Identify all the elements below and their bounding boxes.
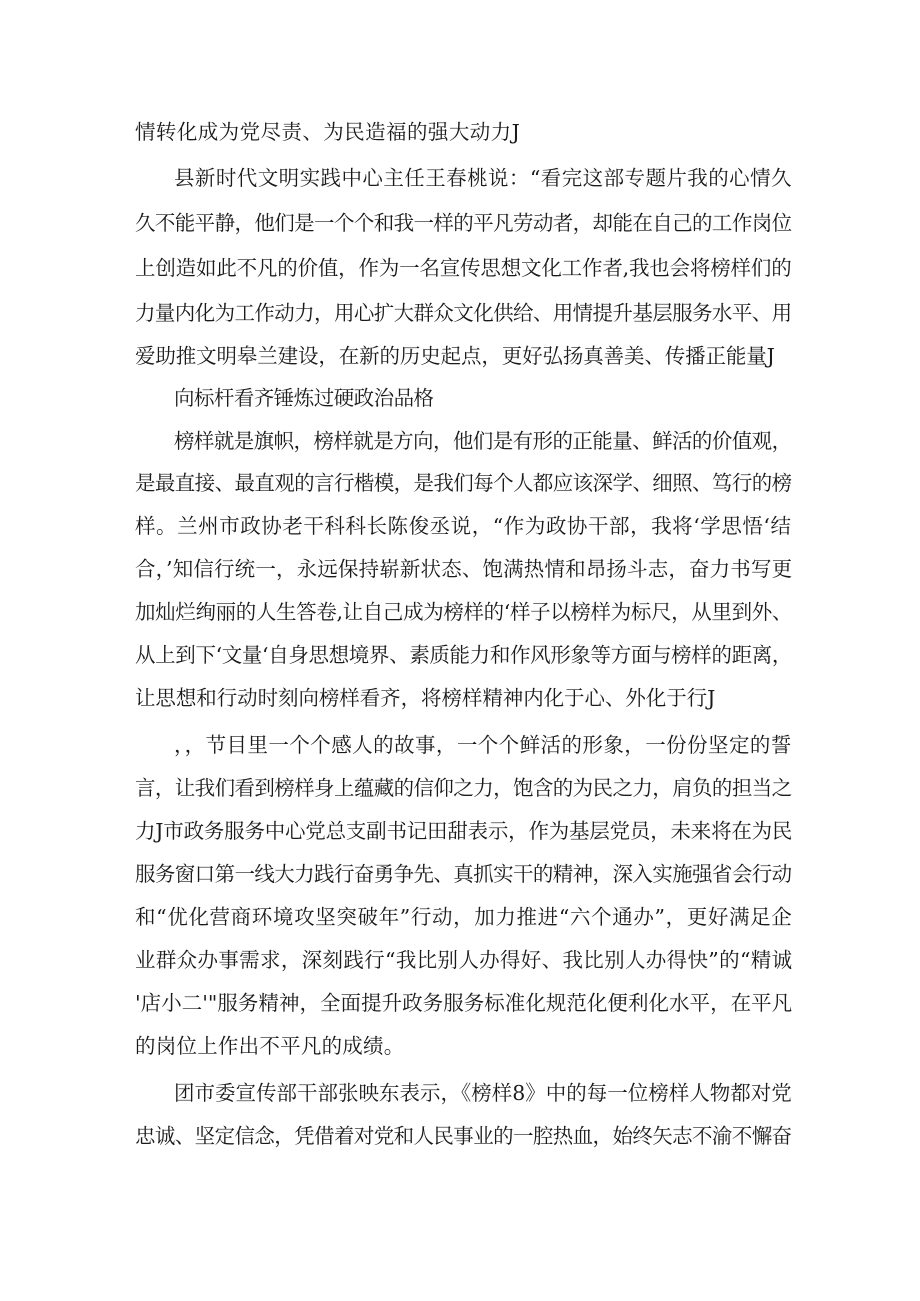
text-line-6: 爱助推文明皋兰建设，在新的历史起点，更好弘扬真善美、传播正能量J (135, 344, 775, 368)
text-line-9: 是最直接、最直观的言行楷模，是我们每个人都应该深学、细照、笃行的榜 (135, 471, 792, 495)
text-line-12: 加灿烂绚丽的人生答卷,让自己成为榜样的‘样子以榜样为标尺，从里到外、 (135, 600, 793, 624)
text-line-13: 从上到下‘文量‘自身思想境界、素质能力和作风形象等方面与榜样的距离， (135, 643, 793, 667)
text-line-23: 团市委宣传部干部张映东表示，《榜样8》中的每一位榜样人物都对党 (174, 1081, 792, 1105)
text-line-3: 久不能平静，他们是一个个和我一样的平凡劳动者，却能在自己的工作岗位 (135, 211, 792, 235)
text-line-1: 情转化成为党尽责、为民造福的强大动力J (135, 120, 521, 144)
text-line-17: 力J市政务服务中心党总支副书记田甜表示，作为基层党员，未来将在为民 (135, 819, 793, 843)
text-line-15: ，，节目里一个个感人的故事，一个个鲜活的形象，一份份坚定的誓 (174, 733, 792, 757)
text-line-5: 力量内化为工作动力，用心扩大群众文化供给、用情提升基层服务水平、用 (135, 301, 792, 325)
text-line-11: 合，’知信行统一，永远保持崭新状态、饱满热情和昂扬斗志，奋力书写更 (135, 557, 793, 581)
text-line-4: 上创造如此不凡的价值，作为一名宣传思想文化工作者,我也会将榜样们的 (135, 256, 792, 280)
text-line-24: 忠诚、坚定信念，凭借着对党和人民事业的一腔热血，始终矢志不渝不懈奋 (135, 1124, 792, 1148)
text-line-18: 服务窗口第一线大力践行奋勇争先、真抓实干的精神，深入实施强省会行动 (135, 862, 792, 886)
text-line-21: '店小二'"服务精神，全面提升政务服务标准化规范化便利化水平，在平凡 (135, 991, 793, 1015)
text-line-2: 县新时代文明实践中心主任王春桃说：“看完这部专题片我的心情久 (174, 166, 792, 190)
text-line-19: 和“优化营商环境攻坚突破年”行动，加力推进“六个通办”，更好满足企 (135, 905, 793, 929)
text-line-20: 业群众办事需求，深刻践行“我比别人办得好、我比别人办得快”的“精诚 (135, 948, 793, 972)
text-line-22: 的岗位上作出不平凡的成绩。 (135, 1034, 405, 1058)
text-line-16: 言，让我们看到榜样身上蕴藏的信仰之力，饱含的为民之力，肩负的担当之 (135, 776, 792, 800)
text-line-10: 样。兰州市政协老干科科长陈俊丞说，“作为政协干部，我将‘学思悟‘结 (135, 514, 792, 538)
text-line-14: 让思想和行动时刻向榜样看齐，将榜样精神内化于心、外化于行J (135, 686, 716, 710)
section-heading: 向标杆看齐锤炼过硬政治品格 (174, 386, 434, 410)
text-line-8: 榜样就是旗帜，榜样就是方向，他们是有形的正能量、鲜活的价值观， (174, 429, 792, 453)
